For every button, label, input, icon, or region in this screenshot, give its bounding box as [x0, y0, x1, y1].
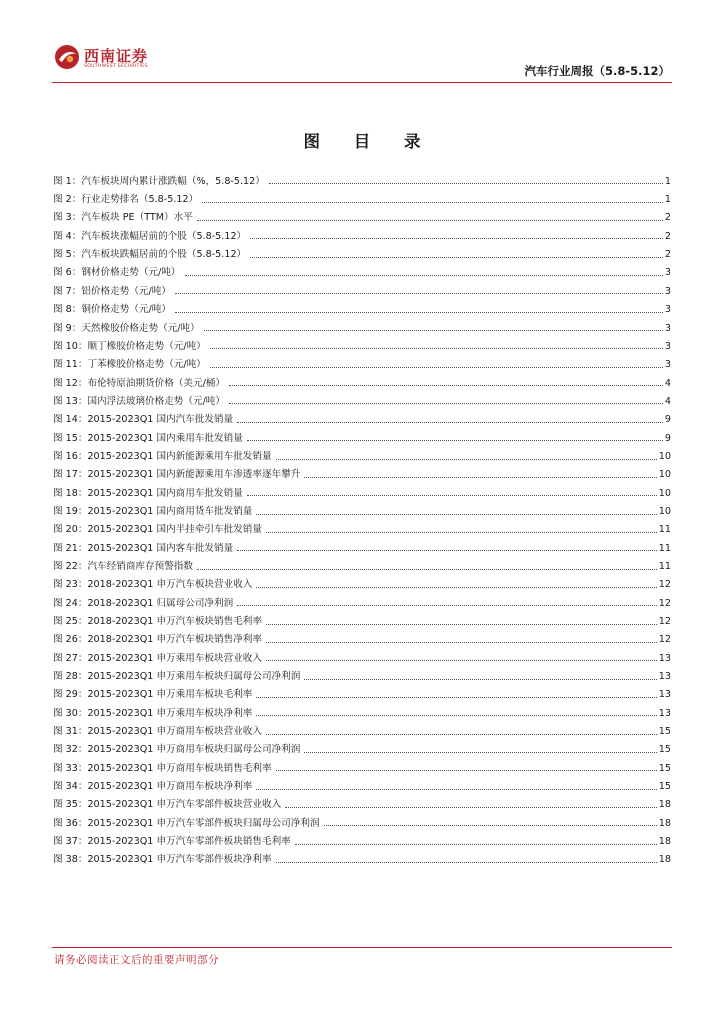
toc-dot-leader — [256, 514, 656, 515]
toc-entry-page[interactable]: 3 — [664, 304, 671, 316]
toc-entry[interactable] — [53, 757, 671, 775]
toc-entry-label[interactable]: 图 27：2015-2023Q1 申万乘用车板块营业收入 — [53, 652, 262, 664]
toc-entry[interactable] — [53, 170, 671, 188]
toc-entry-page[interactable]: 15 — [658, 726, 671, 738]
header-divider — [52, 82, 672, 83]
toc-entry-label[interactable]: 图 8：铜价格走势（元/吨） — [53, 304, 171, 316]
toc-entry-page[interactable]: 15 — [658, 762, 671, 774]
toc-entry[interactable] — [53, 555, 671, 573]
toc-dot-leader — [247, 440, 663, 441]
toc-dot-leader — [266, 660, 657, 661]
toc-dot-leader — [276, 459, 657, 460]
toc-entry-label[interactable]: 图 13：国内浮法玻璃价格走势（元/吨） — [53, 395, 225, 407]
toc-entry[interactable] — [53, 225, 671, 243]
toc-entry[interactable] — [53, 849, 671, 867]
toc-entry-page[interactable]: 2 — [664, 230, 671, 242]
toc-entry-page[interactable]: 18 — [658, 817, 671, 829]
toc-entry-label[interactable]: 图 31：2015-2023Q1 申万商用车板块营业收入 — [53, 726, 262, 738]
toc-entry-label[interactable]: 图 4：汽车板块涨幅居前的个股（5.8-5.12） — [53, 230, 247, 242]
toc-dot-leader — [175, 293, 663, 294]
toc-entry-label[interactable]: 图 30：2015-2023Q1 申万乘用车板块净利率 — [53, 707, 253, 719]
toc-entry-label[interactable]: 图 22：汽车经销商库存预警指数 — [53, 560, 193, 572]
toc-entry[interactable] — [53, 647, 671, 665]
toc-entry[interactable] — [53, 684, 671, 702]
toc-entry[interactable] — [53, 464, 671, 482]
toc-entry-label[interactable]: 图 24：2018-2023Q1 归属母公司净利润 — [53, 597, 234, 609]
toc-entry-page[interactable]: 13 — [658, 689, 671, 701]
logo-text: 西南证券 — [84, 47, 149, 65]
toc-entry-label[interactable]: 图 34：2015-2023Q1 申万商用车板块净利率 — [53, 781, 253, 793]
toc-dot-leader — [304, 679, 656, 680]
toc-entry[interactable] — [53, 629, 671, 647]
toc-dot-leader — [237, 605, 657, 606]
toc-entry-label[interactable]: 图 15：2015-2023Q1 国内乘用车批发销量 — [53, 432, 243, 444]
toc-entry-page[interactable]: 15 — [658, 781, 671, 793]
toc-entry-page[interactable]: 3 — [664, 359, 671, 371]
toc-entry-label[interactable]: 图 37：2015-2023Q1 申万汽车零部件板块销售毛利率 — [53, 836, 291, 848]
toc-entry-page[interactable]: 1 — [664, 175, 671, 187]
toc-entry[interactable] — [53, 298, 671, 316]
toc-dot-leader — [250, 238, 663, 239]
toc-entry[interactable] — [53, 188, 671, 206]
toc-entry-page[interactable]: 10 — [658, 469, 671, 481]
toc-dot-leader — [237, 550, 657, 551]
toc-dot-leader — [204, 330, 663, 331]
toc-entry-label[interactable]: 图 18：2015-2023Q1 国内商用车批发销量 — [53, 487, 243, 499]
toc-entry[interactable] — [53, 280, 671, 298]
toc-dot-leader — [210, 367, 663, 368]
toc-dot-leader — [304, 752, 656, 753]
toc-entry[interactable] — [53, 794, 671, 812]
toc-dot-leader — [276, 862, 657, 863]
toc-entry-label[interactable]: 图 33：2015-2023Q1 申万商用车板块销售毛利率 — [53, 762, 272, 774]
toc-entry-label[interactable]: 图 19：2015-2023Q1 国内商用货车批发销量 — [53, 505, 253, 517]
logo-subtext: SOUTHWEST SECURITIES — [84, 64, 148, 69]
toc-dot-leader — [247, 495, 657, 496]
toc-heading: 图 目 录 — [303, 132, 435, 151]
toc-dot-leader — [185, 275, 663, 276]
toc-dot-leader — [276, 770, 657, 771]
toc-dot-leader — [324, 825, 657, 826]
toc-dot-leader — [304, 477, 656, 478]
toc-entry-page[interactable]: 13 — [658, 707, 671, 719]
toc-entry[interactable] — [53, 610, 671, 628]
toc-entry[interactable] — [53, 243, 671, 261]
toc-entry-page[interactable]: 12 — [658, 597, 671, 609]
toc-entry[interactable] — [53, 775, 671, 793]
toc-entry-label[interactable]: 图 38：2015-2023Q1 申万汽车零部件板块净利率 — [53, 854, 272, 866]
toc-entry[interactable] — [53, 445, 671, 463]
toc-entry-page[interactable]: 18 — [658, 836, 671, 848]
toc-entry[interactable] — [53, 317, 671, 335]
toc-entry[interactable] — [53, 390, 671, 408]
toc-entry-page[interactable]: 11 — [658, 524, 671, 536]
toc-entry[interactable] — [53, 500, 671, 518]
toc-entry-label[interactable]: 图 20：2015-2023Q1 国内半挂牵引车批发销量 — [53, 524, 262, 536]
toc-entry-label[interactable]: 图 16：2015-2023Q1 国内新能源乘用车批发销量 — [53, 450, 272, 462]
toc-dot-leader — [266, 532, 657, 533]
toc-entry-page[interactable]: 15 — [658, 744, 671, 756]
toc-dot-leader — [237, 422, 663, 423]
toc-entry-page[interactable]: 10 — [658, 487, 671, 499]
toc-entry-page[interactable]: 12 — [658, 634, 671, 646]
toc-entry[interactable] — [53, 537, 671, 555]
toc-entry[interactable] — [53, 830, 671, 848]
toc-entry-label[interactable]: 图 1：汽车板块周内累计涨跌幅（%，5.8-5.12） — [53, 175, 265, 187]
figure-table-of-contents — [53, 170, 671, 867]
toc-dot-leader — [295, 844, 657, 845]
toc-dot-leader — [229, 385, 663, 386]
report-title: 汽车行业周报（5.8-5.12） — [524, 64, 670, 78]
toc-entry-label[interactable]: 图 32：2015-2023Q1 申万商用车板块归属母公司净利润 — [53, 744, 301, 756]
toc-entry-label[interactable]: 图 9：天然橡胶价格走势（元/吨） — [53, 322, 200, 334]
toc-dot-leader — [256, 697, 656, 698]
toc-entry[interactable] — [53, 335, 671, 353]
toc-dot-leader — [197, 569, 657, 570]
toc-entry-label[interactable]: 图 10：顺丁橡胶价格走势（元/吨） — [53, 340, 206, 352]
toc-entry[interactable] — [53, 574, 671, 592]
toc-entry-page[interactable]: 4 — [664, 395, 671, 407]
toc-entry-label[interactable]: 图 2：行业走势排名（5.8-5.12） — [53, 194, 199, 206]
toc-dot-leader — [266, 734, 657, 735]
toc-entry[interactable] — [53, 519, 671, 537]
toc-entry-label[interactable]: 图 21：2015-2023Q1 国内客车批发销量 — [53, 542, 234, 554]
toc-entry-label[interactable]: 图 28：2015-2023Q1 申万乘用车板块归属母公司净利润 — [53, 671, 301, 683]
toc-dot-leader — [202, 202, 663, 203]
toc-dot-leader — [256, 789, 656, 790]
toc-entry-page[interactable]: 9 — [664, 432, 671, 444]
toc-entry[interactable] — [53, 720, 671, 738]
toc-entry-page[interactable]: 18 — [658, 854, 671, 866]
toc-dot-leader — [285, 807, 657, 808]
toc-entry-label[interactable]: 图 6：钢材价格走势（元/吨） — [53, 267, 181, 279]
toc-entry-label[interactable]: 图 14：2015-2023Q1 国内汽车批发销量 — [53, 414, 234, 426]
toc-dot-leader — [197, 220, 663, 221]
toc-entry-page[interactable]: 1 — [664, 194, 671, 206]
toc-entry[interactable] — [53, 812, 671, 830]
toc-entry[interactable] — [53, 482, 671, 500]
toc-entry-page[interactable]: 18 — [658, 799, 671, 811]
toc-entry[interactable] — [53, 207, 671, 225]
toc-entry-label[interactable]: 图 25：2018-2023Q1 申万汽车板块销售毛利率 — [53, 616, 262, 627]
toc-entry-page[interactable]: 12 — [658, 616, 671, 627]
toc-dot-leader — [256, 587, 656, 588]
toc-entry-page[interactable]: 9 — [664, 414, 671, 426]
toc-entry-page[interactable]: 3 — [664, 340, 671, 352]
toc-entry-page[interactable]: 4 — [664, 377, 671, 389]
toc-entry-label[interactable]: 图 35：2015-2023Q1 申万汽车零部件板块营业收入 — [53, 799, 282, 811]
toc-dot-leader — [269, 183, 663, 184]
toc-dot-leader — [210, 348, 663, 349]
toc-entry-label[interactable]: 图 29：2015-2023Q1 申万乘用车板块毛利率 — [53, 689, 253, 701]
toc-entry-label[interactable]: 图 26：2018-2023Q1 申万汽车板块销售净利率 — [53, 634, 262, 646]
toc-entry-label[interactable]: 图 17：2015-2023Q1 国内新能源乘用车渗透率逐年攀升 — [53, 469, 301, 481]
toc-entry[interactable] — [53, 372, 671, 390]
toc-entry-page[interactable]: 3 — [664, 267, 671, 279]
toc-dot-leader — [266, 642, 657, 643]
toc-entry-page[interactable]: 12 — [658, 579, 671, 591]
toc-entry[interactable] — [53, 353, 671, 371]
toc-dot-leader — [175, 312, 663, 313]
toc-entry-page[interactable]: 13 — [658, 671, 671, 683]
toc-dot-leader — [250, 257, 663, 258]
toc-entry-page[interactable]: 13 — [658, 652, 671, 664]
toc-entry[interactable] — [53, 665, 671, 683]
toc-entry-label[interactable]: 图 3：汽车板块 PE（TTM）水平 — [53, 212, 193, 224]
toc-entry[interactable] — [53, 408, 671, 426]
toc-entry[interactable] — [53, 702, 671, 720]
toc-entry[interactable] — [53, 592, 671, 610]
logo-emblem-icon — [54, 44, 80, 70]
toc-entry-page[interactable]: 2 — [664, 249, 671, 261]
toc-dot-leader — [256, 715, 656, 716]
toc-entry-label[interactable]: 图 23：2018-2023Q1 申万汽车板块营业收入 — [53, 579, 253, 591]
toc-entry-page[interactable]: 11 — [658, 560, 671, 572]
toc-entry-label[interactable]: 图 12：布伦特原油期货价格（美元/桶） — [53, 377, 225, 389]
toc-entry[interactable] — [53, 262, 671, 280]
footer-disclaimer: 请务必阅读正文后的重要声明部分 — [54, 954, 219, 966]
toc-entry-page[interactable]: 2 — [664, 212, 671, 224]
toc-dot-leader — [266, 624, 657, 625]
toc-entry-page[interactable]: 3 — [664, 322, 671, 334]
toc-entry[interactable] — [53, 739, 671, 757]
toc-entry-label[interactable]: 图 7：铝价格走势（元/吨） — [53, 285, 171, 297]
toc-entry-page[interactable]: 10 — [658, 505, 671, 517]
toc-entry-page[interactable]: 11 — [658, 542, 671, 554]
toc-entry-label[interactable]: 图 11：丁苯橡胶价格走势（元/吨） — [53, 359, 206, 371]
toc-entry-page[interactable]: 10 — [658, 450, 671, 462]
toc-entry-label[interactable]: 图 5：汽车板块跌幅居前的个股（5.8-5.12） — [53, 249, 247, 261]
toc-entry-label[interactable]: 图 36：2015-2023Q1 申万汽车零部件板块归属母公司净利润 — [53, 817, 320, 829]
footer-divider — [52, 947, 672, 948]
toc-dot-leader — [229, 403, 663, 404]
toc-entry-page[interactable]: 3 — [664, 285, 671, 297]
company-logo — [54, 44, 194, 74]
toc-entry[interactable] — [53, 427, 671, 445]
